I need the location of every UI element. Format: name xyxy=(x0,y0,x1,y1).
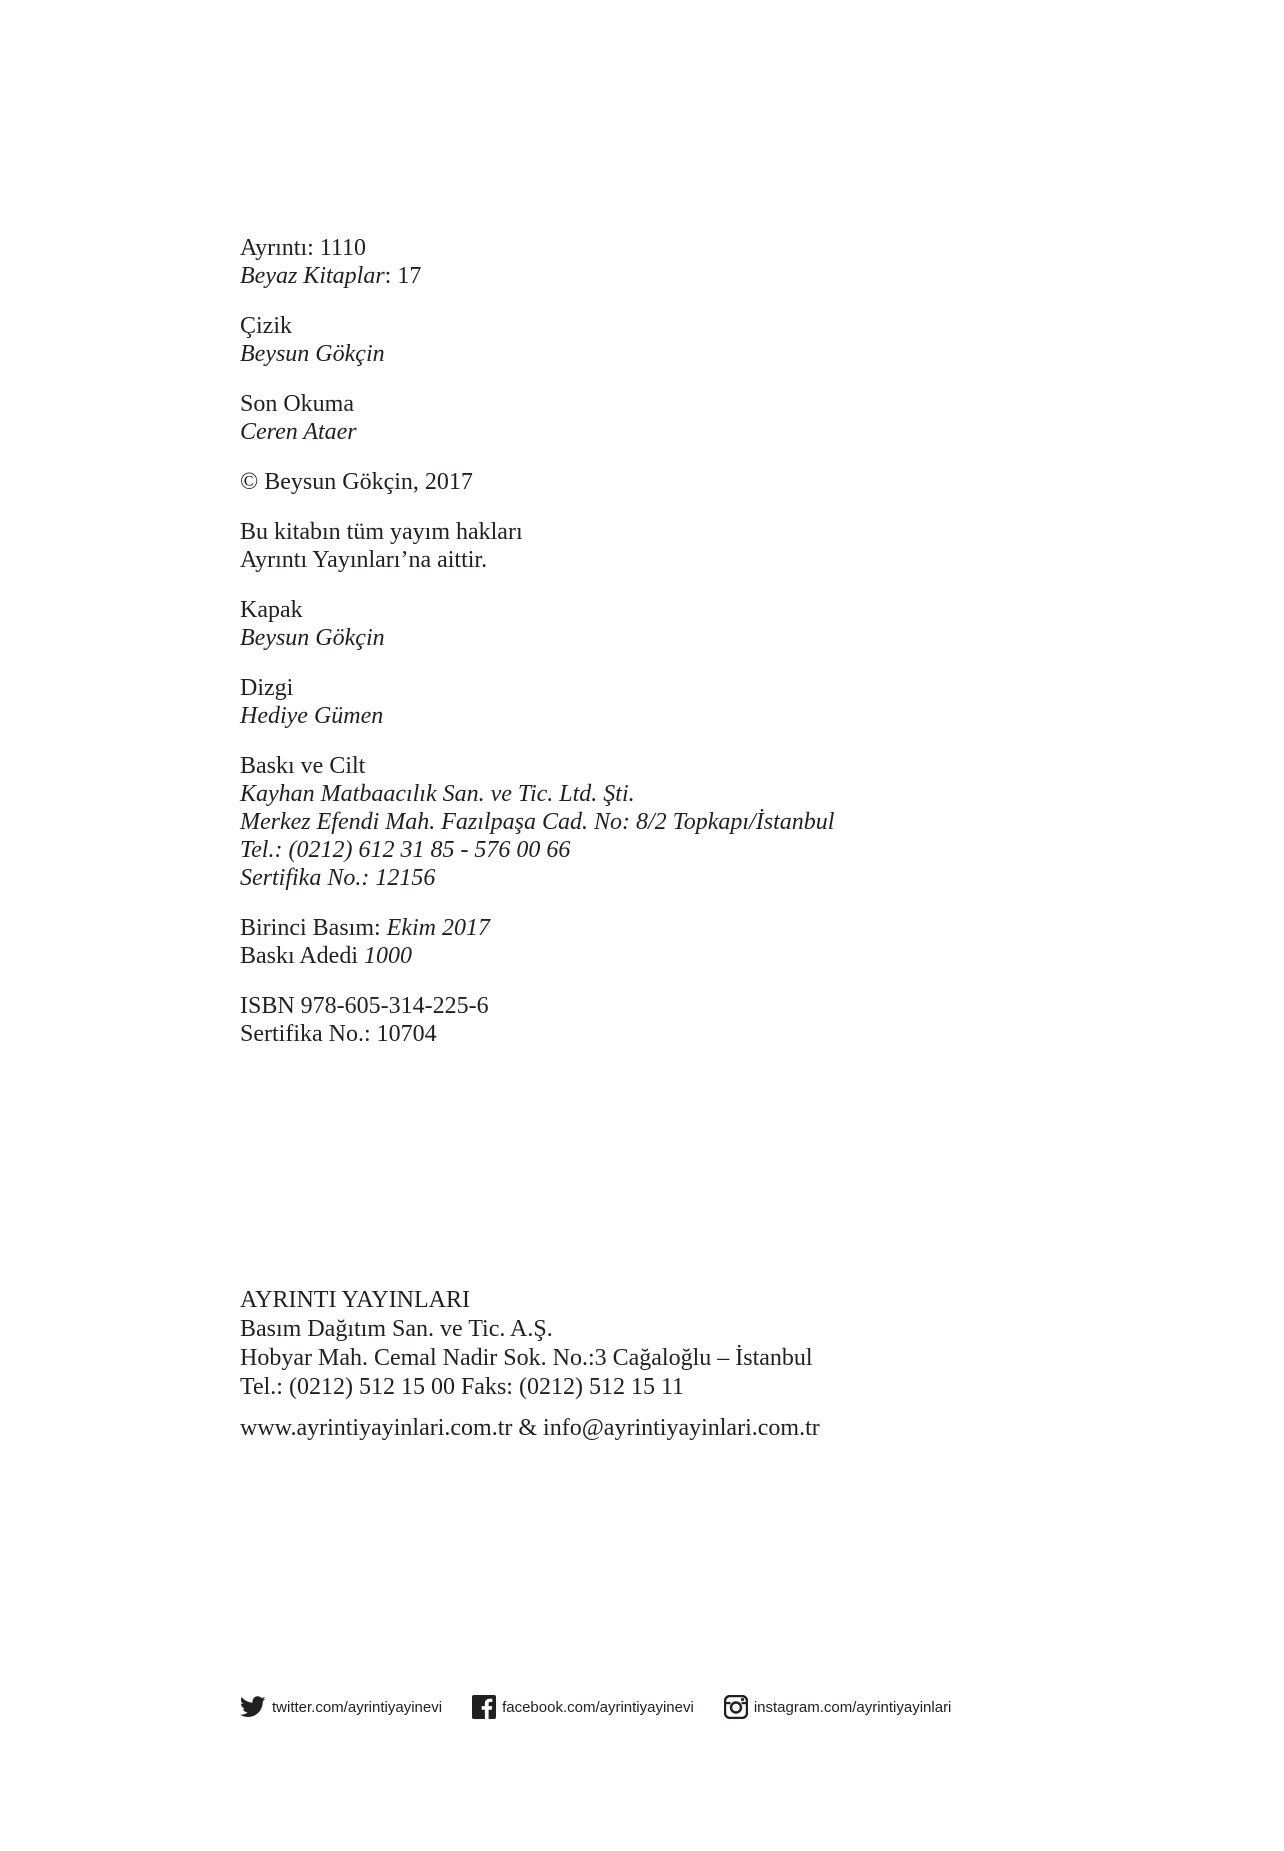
drawing-block xyxy=(240,312,1140,368)
publisher-info xyxy=(240,1286,1140,1443)
edition-block xyxy=(240,914,1140,970)
print-run-value: 1000 xyxy=(364,943,412,969)
proofreading-block xyxy=(240,390,1140,446)
instagram-handle: instagram.com/ayrintiyayinlari xyxy=(753,1698,952,1716)
print-run-line xyxy=(240,942,1140,970)
publisher-company: Basım Dağıtım San. ve Tic. A.Ş. xyxy=(240,1316,553,1342)
copyright-block xyxy=(240,468,1140,496)
publisher-address: Hobyar Mah. Cemal Nadir Sok. No.:3 Cağaloğlu – İstanbul xyxy=(240,1345,813,1371)
facebook-link[interactable] xyxy=(472,1695,694,1719)
printing-block xyxy=(240,752,1140,892)
rights-line-2: Ayrıntı Yayınları’na aittir. xyxy=(240,547,488,573)
rights-line-1: Bu kitabın tüm yayım hakları xyxy=(240,519,523,545)
proofreading-label: Son Okuma xyxy=(240,391,354,417)
printing-label: Baskı ve Cilt xyxy=(240,753,366,779)
facebook-handle: facebook.com/ayrintiyayinevi xyxy=(502,1698,694,1716)
twitter-link[interactable] xyxy=(240,1696,442,1718)
first-edition-date: Ekim 2017 xyxy=(386,915,490,941)
typesetting-label: Dizgi xyxy=(240,675,294,701)
instagram-link[interactable] xyxy=(724,1695,952,1719)
social-links xyxy=(240,1692,981,1722)
printer-name: Kayhan Matbaacılık San. ve Tic. Ltd. Şti. xyxy=(240,781,635,807)
colophon xyxy=(240,234,1140,1070)
subseries-number: : 17 xyxy=(384,263,422,289)
cover-label: Kapak xyxy=(240,597,303,623)
publisher-web-email[interactable]: www.ayrintiyayinlari.com.tr & info@ayrintiyayinlari.com.tr xyxy=(240,1415,820,1441)
cover-block xyxy=(240,596,1140,652)
print-run-label: Baskı Adedi xyxy=(240,943,364,969)
series-line: Ayrıntı: 1110 xyxy=(240,235,367,261)
first-edition-line xyxy=(240,914,1140,942)
typesetting-block xyxy=(240,674,1140,730)
drawing-label: Çizik xyxy=(240,313,292,339)
publisher-name: AYRINTI YAYINLARI xyxy=(240,1287,471,1313)
cover-by: Beysun Gökçin xyxy=(240,625,385,651)
copyright-notice: © Beysun Gökçin, 2017 xyxy=(240,469,473,495)
instagram-camera-icon xyxy=(724,1695,748,1719)
facebook-f-icon xyxy=(472,1695,496,1719)
twitter-bird-icon xyxy=(240,1696,266,1718)
printer-phone: Tel.: (0212) 612 31 85 - 576 00 66 xyxy=(240,837,571,863)
series-block xyxy=(240,234,1140,290)
certificate: Sertifika No.: 10704 xyxy=(240,1021,437,1047)
isbn: ISBN 978-605-314-225-6 xyxy=(240,993,489,1019)
twitter-handle: twitter.com/ayrintiyayinevi xyxy=(272,1698,443,1716)
printer-address: Merkez Efendi Mah. Fazılpaşa Cad. No: 8/2 Topkapı/İstanbul xyxy=(240,809,835,835)
subseries-line xyxy=(240,262,1140,290)
printer-certificate: Sertifika No.: 12156 xyxy=(240,865,436,891)
proofreading-by: Ceren Ataer xyxy=(240,419,357,445)
drawing-by: Beysun Gökçin xyxy=(240,341,385,367)
isbn-block xyxy=(240,992,1140,1048)
subseries-name: Beyaz Kitaplar xyxy=(240,263,385,289)
rights-block xyxy=(240,518,1140,574)
first-edition-label: Birinci Basım: xyxy=(240,915,387,941)
publisher-phone-fax: Tel.: (0212) 512 15 00 Faks: (0212) 512 15 11 xyxy=(240,1374,685,1400)
typesetting-by: Hediye Gümen xyxy=(240,703,384,729)
